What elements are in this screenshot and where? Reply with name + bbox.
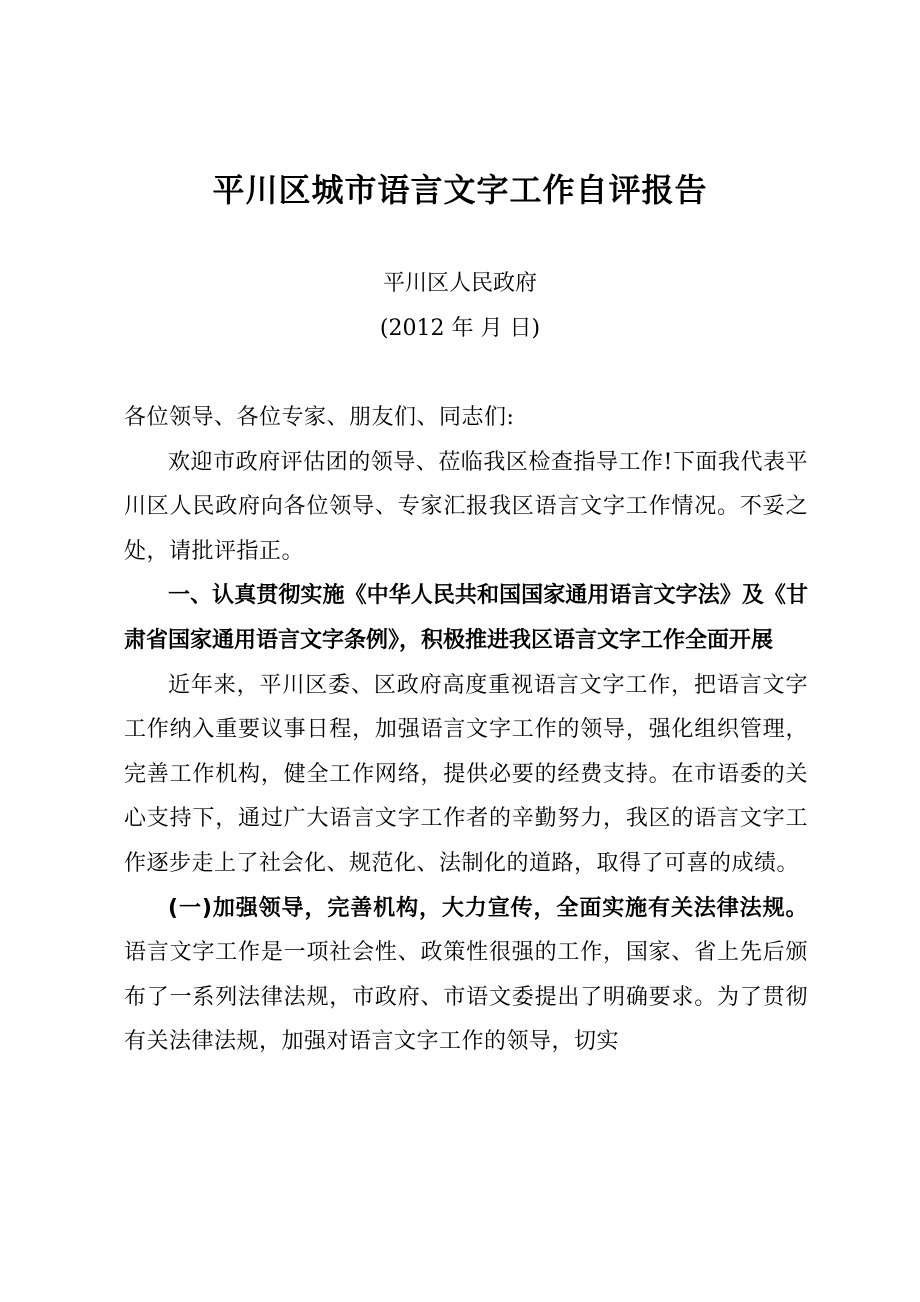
section-1-paragraph: 近年来，平川区委、区政府高度重视语言文字工作，把语言文字工作纳入重要议事日程，加强语言文字工作的领导，强化组织管理，完善工作机构，健全工作网络，提供必要的经费支持。在市语委的关心支持下，通过广大语言文字工作者的辛勤努力，我区的语言文字工作逐步走上了社会化、规范化、法制化的道路，取得了可喜的成绩。 xyxy=(124,672,808,876)
subsection-1-text: 语言文字工作是一项社会性、政策性很强的工作，国家、省上先后颁布了一系列法律法规，市政府、市语文委提出了明确要求。为了贯彻有关法律法规，加强对语言文字工作的领导，切实 xyxy=(124,940,808,1055)
document-body xyxy=(124,396,808,1065)
document-title: 平川区城市语言文字工作自评报告 xyxy=(212,171,708,209)
document-author: 平川区人民政府 xyxy=(382,271,537,296)
document-date: (2012 年 月 日) xyxy=(379,316,541,341)
subsection-1-lead: (一)加强领导，完善机构，大力宣传，全面实施有关法律法规。 xyxy=(168,895,808,921)
subsection-1-paragraph xyxy=(124,887,808,1065)
salutation: 各位领导、各位专家、朋友们、同志们: xyxy=(124,405,515,430)
section-1-heading: 一、认真贯彻实施《中华人民共和国国家通用语言文字法》及《甘肃省国家通用语言文字条例》，积极推进我区语言文字工作全面开展 xyxy=(124,583,808,653)
intro-paragraph: 欢迎市政府评估团的领导、莅临我区检查指导工作!下面我代表平川区人民政府向各位领导、专家汇报我区语言文字工作情况。不妥之处，请批评指正。 xyxy=(124,449,808,564)
